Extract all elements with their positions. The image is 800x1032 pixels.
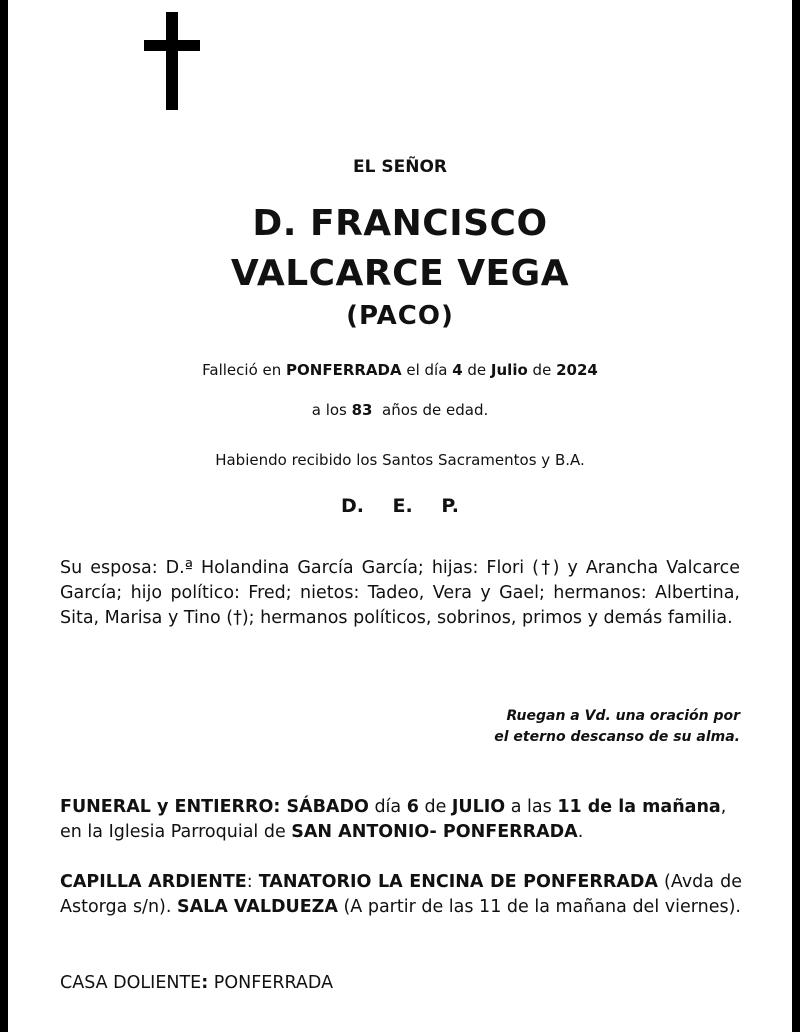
obituary-sheet <box>8 0 792 1032</box>
family-text: Su esposa: D.ª Holandina García García; hijas: Flori (†) y Arancha Valcarce García; hijo político: Fred; nietos: Tadeo, Vera y Gael; hermanos: Albertina, Sita, Marisa y Tino (†); hermanos políticos, sobrinos, primos y demás familia. <box>60 558 740 628</box>
sacraments-text: Habiendo recibido los Santos Sacramentos y B.A. <box>215 451 585 469</box>
prayer-text: Ruegan a Vd. una oración por el eterno descanso de su alma. <box>494 708 740 745</box>
dep-text: D. E. P. <box>340 495 460 517</box>
deceased-name-line1: D. FRANCISCO <box>252 203 548 244</box>
cross-icon <box>144 12 200 110</box>
funeral-info: FUNERAL y ENTIERRO: SÁBADO día 6 de JULIO a las 11 de la mañana, en la Iglesia Parroquial de SAN ANTONIO- PONFERRADA. <box>60 797 727 842</box>
casa-doliente: CASA DOLIENTE: PONFERRADA <box>60 973 334 993</box>
age-info: a los 83 años de edad. <box>311 401 489 419</box>
death-info: Falleció en PONFERRADA el día 4 de Julio de 2024 <box>202 361 598 379</box>
deceased-nickname: (PACO) <box>346 301 454 331</box>
deceased-name-line2: VALCARCE VEGA <box>230 253 570 294</box>
header-title: EL SEÑOR <box>353 157 447 177</box>
capilla-info: CAPILLA ARDIENTE: TANATORIO LA ENCINA DE PONFERRADA (Avda de Astorga s/n). SALA VALDUEZA (A partir de las 11 de la mañana del viernes). <box>60 872 742 917</box>
